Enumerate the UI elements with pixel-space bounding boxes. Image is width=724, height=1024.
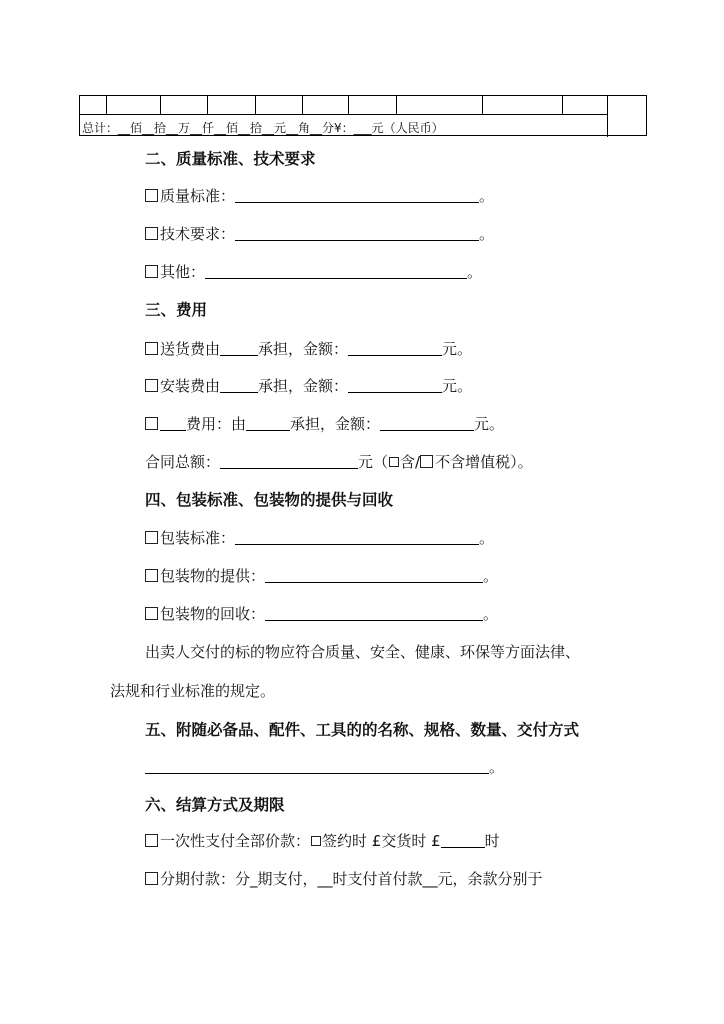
packaging-standard-line — [145, 527, 494, 548]
checkbox[interactable] — [145, 189, 158, 202]
packaging-provide-blank[interactable] — [265, 568, 483, 583]
accessories-blank[interactable] — [145, 759, 489, 774]
accessories-line — [145, 756, 504, 777]
table-cell-divider — [255, 96, 256, 114]
checkbox[interactable] — [145, 834, 158, 847]
period: 。 — [483, 567, 499, 585]
section-2-heading: 二、质量标准、技术要求 — [145, 150, 316, 168]
yuan-text: 元。 — [442, 340, 473, 358]
yuan-text: 元（ — [358, 453, 389, 471]
fee-name-blank[interactable] — [160, 416, 186, 431]
packaging-recycle-blank[interactable] — [265, 606, 483, 621]
installment-text: 分期付款：分_期支付，__时支付首付款__元，余款分别于 — [160, 870, 543, 888]
lump-sum-label: 一次性支付全部价款： — [160, 832, 311, 850]
delivery-fee-line — [145, 338, 472, 359]
payment-timing-options: 签约时 £交货时 £ — [322, 832, 441, 850]
paragraph-line-1: 出卖人交付的标的物应符合质量、安全、健康、环保等方面法律、 — [145, 643, 581, 661]
tech-requirement-blank[interactable] — [235, 226, 479, 241]
other-timing-blank[interactable] — [441, 833, 485, 848]
table-cell-divider — [348, 96, 349, 114]
delivery-fee-label: 送货费由 — [160, 340, 221, 358]
other-line — [145, 261, 482, 282]
delivery-amount-blank[interactable] — [348, 341, 442, 356]
checkbox[interactable] — [145, 872, 158, 885]
packaging-standard-blank[interactable] — [235, 530, 479, 545]
contract-total-line — [145, 451, 533, 472]
tax-excluded-label: 不含增值税）。 — [435, 453, 533, 471]
time-text: 时 — [484, 832, 500, 850]
checkbox[interactable] — [145, 342, 158, 355]
contract-total-label: 合同总额： — [145, 453, 221, 471]
section-3-heading: 三、费用 — [145, 301, 208, 319]
period: 。 — [467, 263, 483, 281]
install-payer-blank[interactable] — [220, 378, 258, 393]
period: 。 — [479, 225, 495, 243]
checkbox[interactable] — [145, 607, 158, 620]
checkbox[interactable] — [145, 379, 158, 392]
quality-standard-line — [145, 185, 494, 206]
yuan-text: 元。 — [442, 377, 473, 395]
install-fee-line — [145, 375, 472, 396]
other-blank[interactable] — [205, 264, 467, 279]
checkbox[interactable] — [145, 227, 158, 240]
total-amount-row: 总计：__佰__拾__万__仟__佰__拾__元__角__分¥：___元（人民币） — [82, 121, 444, 135]
quality-standard-blank[interactable] — [235, 188, 479, 203]
checkbox[interactable] — [145, 531, 158, 544]
other-label: 其他： — [160, 263, 206, 281]
table-cell-divider — [302, 96, 303, 114]
table-row-divider — [80, 114, 607, 115]
install-fee-amount-label: 承担，金额： — [258, 377, 349, 395]
installment-line — [145, 868, 543, 889]
table-cell-divider — [207, 96, 208, 114]
packaging-provide-label: 包装物的提供： — [160, 567, 266, 585]
other-payer-blank[interactable] — [246, 416, 290, 431]
table-cell-divider — [562, 96, 563, 114]
period: 。 — [483, 605, 499, 623]
quality-standard-label: 质量标准： — [160, 187, 236, 205]
period: 。 — [479, 529, 495, 547]
checkbox[interactable] — [145, 569, 158, 582]
other-fee-amount-label: 承担，金额： — [290, 415, 381, 433]
lump-sum-line — [145, 830, 500, 851]
other-fee-line — [145, 413, 504, 434]
other-fee-label: 费用：由 — [186, 415, 247, 433]
install-fee-label: 安装费由 — [160, 377, 221, 395]
table-cell-divider — [160, 96, 161, 114]
period: 。 — [489, 758, 505, 776]
checkbox[interactable] — [145, 265, 158, 278]
checkbox-tax-included[interactable] — [389, 457, 399, 467]
checkbox-signing[interactable] — [311, 836, 321, 846]
checkbox[interactable] — [145, 417, 158, 430]
table-cell-divider — [106, 96, 107, 114]
tax-included-label: 含/ — [400, 453, 421, 471]
paragraph-line-2: 法规和行业标准的规定。 — [110, 682, 276, 700]
table-cell-divider — [482, 96, 483, 114]
checkbox-tax-excluded[interactable] — [420, 455, 433, 468]
section-6-heading: 六、结算方式及期限 — [145, 796, 285, 814]
packaging-recycle-label: 包装物的回收： — [160, 605, 266, 623]
section-5-heading: 五、附随必备品、配件、工具的的名称、规格、数量、交付方式 — [145, 721, 580, 739]
packaging-provide-line — [145, 565, 498, 586]
table-cell-divider — [607, 96, 608, 137]
other-amount-blank[interactable] — [380, 416, 474, 431]
delivery-payer-blank[interactable] — [220, 341, 258, 356]
tech-requirement-line — [145, 223, 494, 244]
contract-total-blank[interactable] — [220, 454, 358, 469]
delivery-fee-amount-label: 承担，金额： — [258, 340, 349, 358]
packaging-recycle-line — [145, 603, 498, 624]
table-cell-divider — [396, 96, 397, 114]
packaging-standard-label: 包装标准： — [160, 529, 236, 547]
section-4-heading: 四、包装标准、包装物的提供与回收 — [145, 491, 394, 509]
yuan-text: 元。 — [474, 415, 505, 433]
tech-requirement-label: 技术要求： — [160, 225, 236, 243]
period: 。 — [479, 187, 495, 205]
install-amount-blank[interactable] — [348, 378, 442, 393]
